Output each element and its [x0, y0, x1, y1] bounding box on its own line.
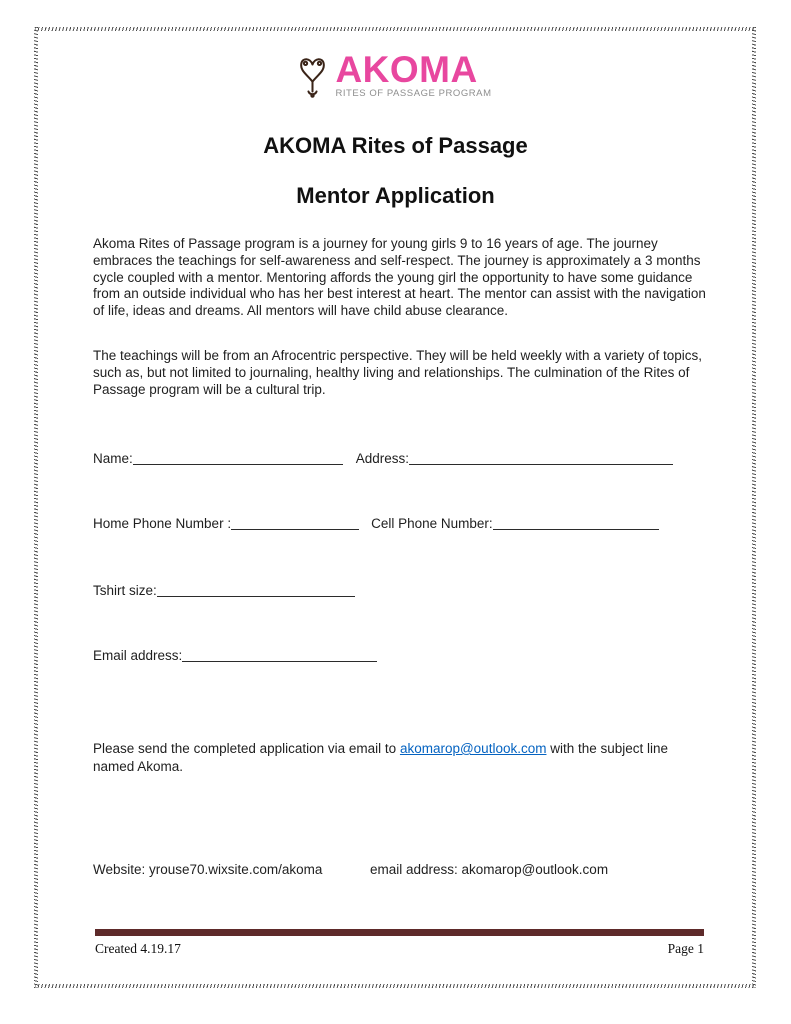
submission-instructions	[93, 740, 707, 775]
page-border-left	[34, 27, 38, 988]
submission-text-after: with the subject line named Akoma.	[93, 741, 669, 774]
tshirt-size-label: Tshirt size:	[93, 583, 157, 598]
page-border-right	[752, 27, 756, 988]
cell-phone-label: Cell Phone Number:	[371, 516, 493, 531]
akoma-logo	[0, 49, 791, 102]
page-border-bottom	[35, 984, 756, 988]
address-field-line[interactable]	[409, 451, 673, 465]
email-row	[93, 648, 377, 663]
intro-paragraph-2: The teachings will be from an Afrocentric perspective. They will be held weekly with a variety of topics, such as, but not limited to journaling, healthy living and relationships. The culmination of the Rites of Passage program will be a cultural trip.	[93, 348, 703, 397]
page-number: Page 1	[667, 941, 704, 956]
name-label: Name:	[93, 451, 133, 466]
intro-paragraph-1: Akoma Rites of Passage program is a journey for young girls 9 to 16 years of age. The journey embraces the teachings for self-awareness and self-respect. The journey is approximately a 3 months cycle coupled with a mentor. Mentoring affords the young girl the opportunity to have some guidance from an outside individual who has her best interest at heart. The mentor can assist with the navigation of life, ideas and dreams. All mentors will have child abuse clearance.	[93, 236, 706, 319]
email-address-label: Email address:	[93, 648, 183, 663]
tshirt-row	[93, 583, 355, 598]
brand-tagline: RITES OF PASSAGE PROGRAM	[335, 88, 492, 99]
submission-email-link[interactable]: akomarop@outlook.com	[399, 741, 547, 756]
email-address-field-line[interactable]	[182, 648, 377, 662]
document-title-line2: Mentor Application	[296, 183, 495, 208]
phone-row	[93, 516, 659, 531]
submission-text-before: Please send the completed application via email to	[93, 741, 400, 756]
footer	[95, 941, 704, 957]
cell-phone-field-line[interactable]	[493, 516, 659, 530]
home-phone-field-line[interactable]	[231, 516, 359, 530]
address-label: Address:	[355, 451, 410, 466]
akoma-heart-icon	[299, 54, 326, 102]
tshirt-size-field-line[interactable]	[157, 583, 355, 597]
created-date: Created 4.19.17	[95, 941, 181, 956]
name-address-row	[93, 451, 673, 466]
page-border-top	[35, 27, 756, 31]
home-phone-label: Home Phone Number :	[93, 516, 232, 531]
website-text: Website: yrouse70.wixsite.com/akoma	[93, 862, 323, 877]
brand-wordmark: AKOMA	[335, 49, 478, 90]
document-title-line1: AKOMA Rites of Passage	[263, 133, 528, 158]
footer-divider-bar	[95, 929, 704, 936]
name-field-line[interactable]	[133, 451, 343, 465]
contact-email-text: email address: akomarop@outlook.com	[370, 862, 609, 877]
